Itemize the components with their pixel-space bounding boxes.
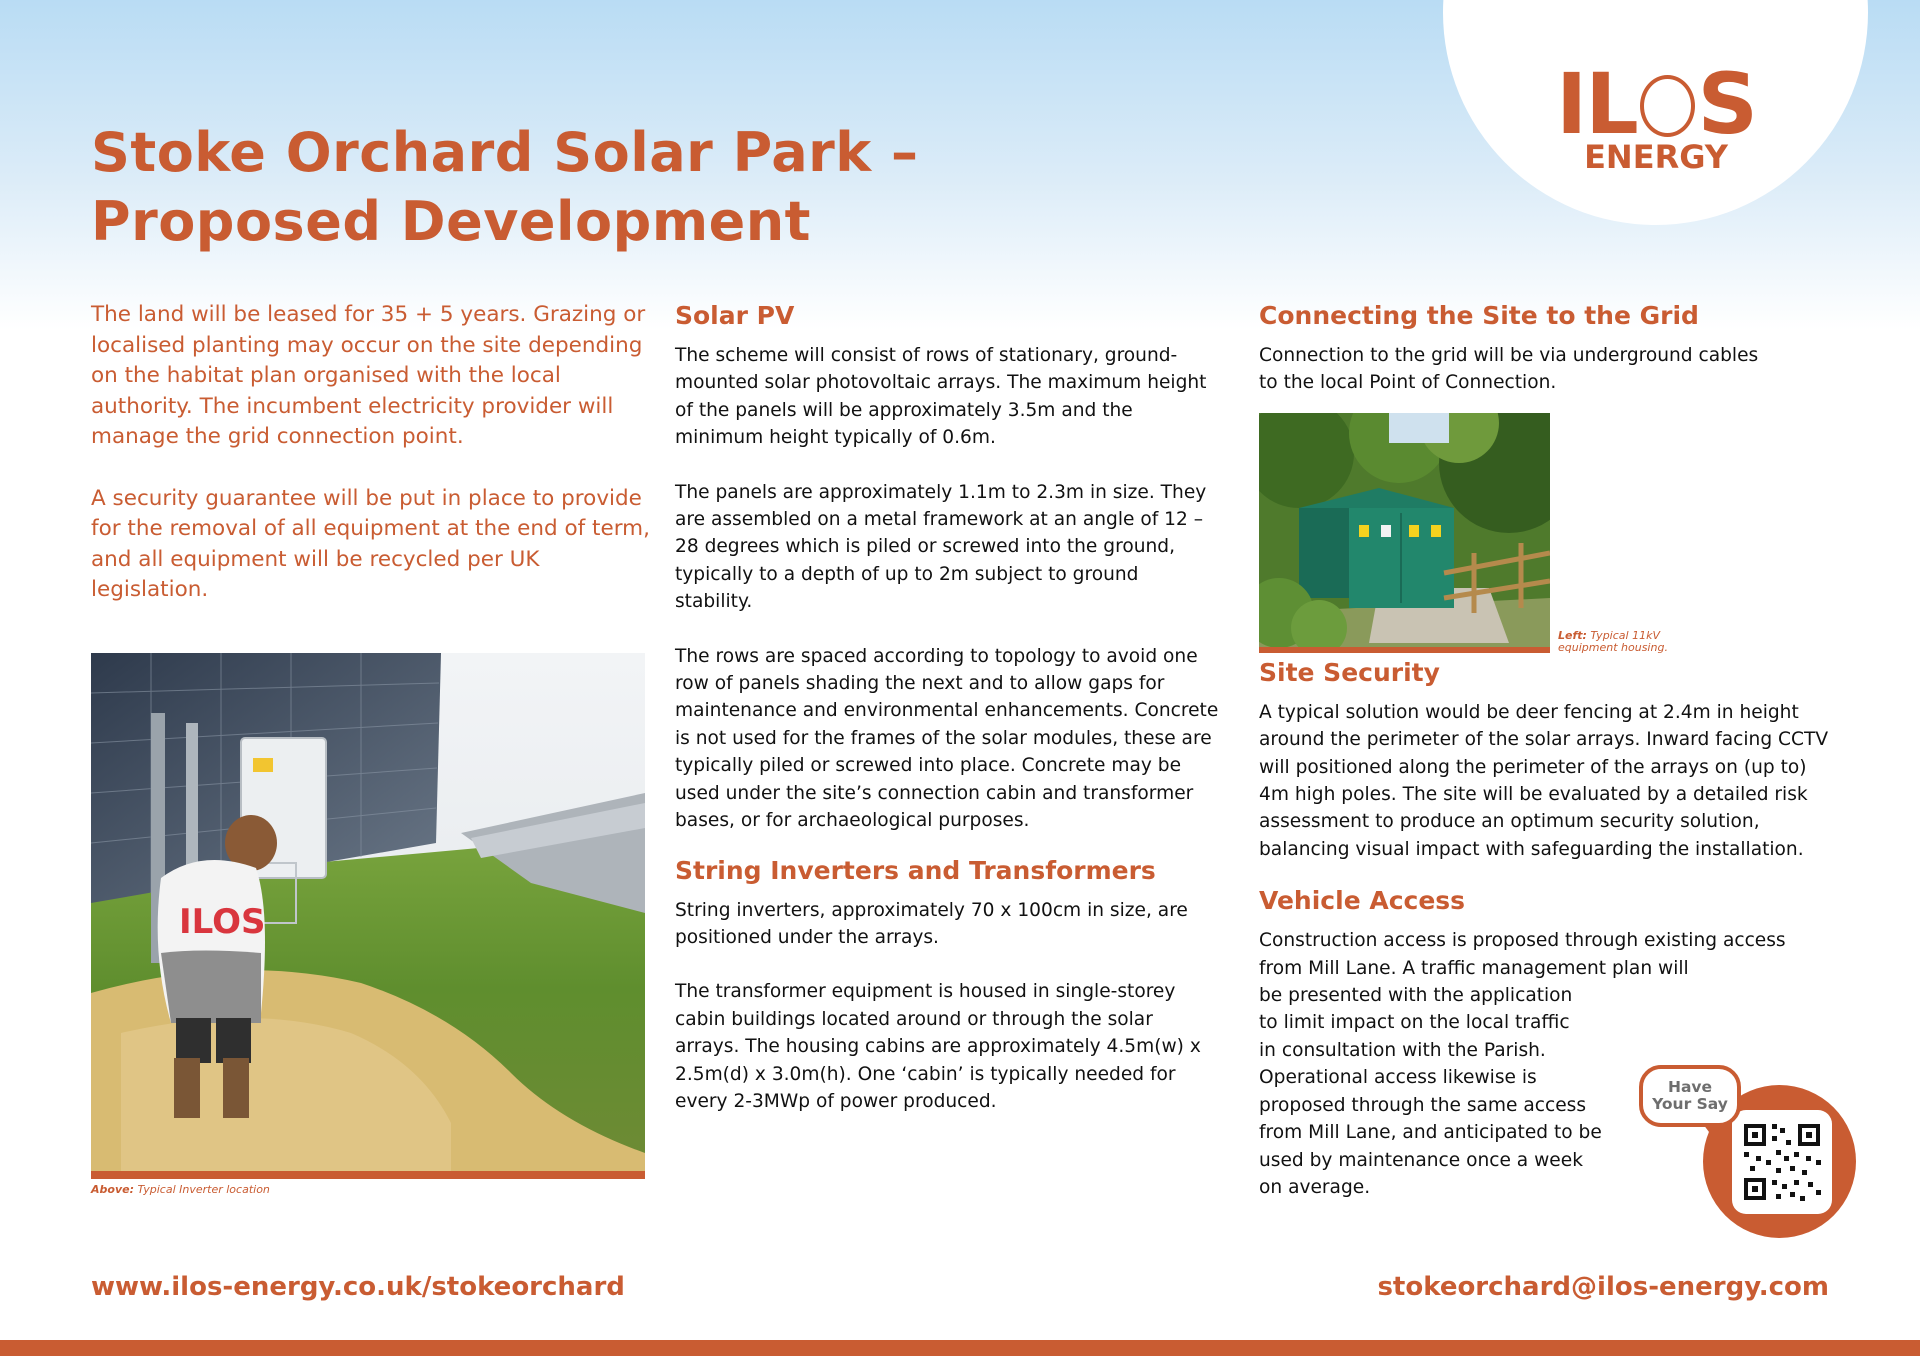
inverter-caption-text: Typical Inverter location xyxy=(137,1183,270,1196)
grid-paragraph: Connection to the grid will be via underground cables to the local Point of Connection. xyxy=(1259,345,1759,394)
vehicle-access-line: on average. xyxy=(1259,1176,1371,1198)
logo-subtitle: ENERGY xyxy=(1584,138,1728,176)
website-link[interactable]: www.ilos-energy.co.uk/stokeorchard xyxy=(91,1272,625,1302)
security-heading: Site Security xyxy=(1259,657,1440,687)
solar-pv-heading: Solar PV xyxy=(675,301,795,330)
qr-code[interactable] xyxy=(1732,1110,1832,1214)
solar-pv-paragraph-3: The rows are spaced according to topology to avoid one row of panels shading the next and to allow gaps for maintenance and environmental enhancements. Concrete is not used for the frames of the solar modules, these are typically piled or screwed into place. Concrete may be used under the site’s connection cabin and transformer bases, or for archaeological purposes. xyxy=(675,645,1219,832)
footer-bar xyxy=(0,1340,1920,1356)
email-link[interactable]: stokeorchard@ilos-energy.com xyxy=(1377,1272,1829,1302)
vehicle-access-line: proposed through the same access xyxy=(1259,1094,1587,1116)
have-your-say-bubble xyxy=(1639,1065,1741,1127)
intro-paragraph-security-guarantee: A security guarantee will be put in place to provide for the removal of all equipment at the end of term, and all equipment will be recycled per UK legislation. xyxy=(91,485,650,602)
cabin-caption-text: Typical 11kV equipment housing. xyxy=(1558,629,1668,654)
vehicle-access-line: Operational access likewise is xyxy=(1259,1067,1537,1089)
logo-letter-s: S xyxy=(1697,55,1756,153)
inverters-heading: String Inverters and Transformers xyxy=(675,855,1156,885)
vehicle-access-line: be presented with the application xyxy=(1259,985,1573,1007)
ilos-energy-logo xyxy=(1556,55,1756,182)
page-title xyxy=(91,118,991,256)
equipment-housing-photo xyxy=(1259,413,1550,653)
logo-letters: IL xyxy=(1556,55,1637,153)
vehicle-access-line: Construction access is proposed through existing access xyxy=(1259,930,1786,952)
inverter-photo xyxy=(91,653,645,1179)
inverters-paragraph-1: String inverters, approximately 70 x 100cm in size, are positioned under the arrays. xyxy=(675,899,1188,948)
vehicle-access-line: to limit impact on the local traffic xyxy=(1259,1012,1570,1034)
solar-pv-paragraph-1: The scheme will consist of rows of stationary, ground-mounted solar photovoltaic arrays. The maximum height of the panels will be approximately 3.5m and the minimum height typically of 0.6m. xyxy=(675,345,1207,449)
vehicle-access-heading: Vehicle Access xyxy=(1259,886,1466,916)
page-title-line-2: Proposed Development xyxy=(91,190,811,253)
grid-heading: Connecting the Site to the Grid xyxy=(1259,301,1699,330)
inverter-photo-caption xyxy=(91,1183,270,1196)
solar-pv-paragraph-2: The panels are approximately 1.1m to 2.3m in size. They are assembled on a metal framework at an angle of 12 – 28 degrees which is piled or screwed into the ground, typically to a depth of up to 2m subject to ground stability. xyxy=(675,481,1207,613)
security-paragraph: A typical solution would be deer fencing at 2.4m in height around the perimeter of the solar arrays. Inward facing CCTV will positioned along the perimeter of the arrays on (up to) 4m high poles. The site will be evaluated by a detailed risk assessment to produce an optimum security solution, balancing visual impact with safeguarding the installation. xyxy=(1259,701,1829,860)
middle-column xyxy=(675,298,1220,1142)
vehicle-access-line: in consultation with the Parish. xyxy=(1259,1039,1546,1061)
inverter-caption-label: Above: xyxy=(91,1183,134,1196)
vehicle-access-line: used by maintenance once a week xyxy=(1259,1149,1583,1171)
inverters-paragraph-2: The transformer equipment is housed in single-storey cabin buildings located around or through the solar arrays. The housing cabins are approximately 4.5m(w) x 2.5m(d) x 3.0m(h). One ‘cabin’ is typically needed for every 2-3MWp of power produced. xyxy=(675,981,1201,1112)
have-your-say-line-2: Your Say xyxy=(1652,1095,1728,1113)
logo-o-ring-icon xyxy=(1640,75,1695,137)
vehicle-access-line: from Mill Lane. A traffic management plan will xyxy=(1259,957,1689,979)
vehicle-access-line: from Mill Lane, and anticipated to be xyxy=(1259,1122,1602,1144)
cabin-caption-label: Left: xyxy=(1558,629,1587,642)
qr-code-icon xyxy=(1732,1110,1832,1214)
intro-column xyxy=(91,300,651,637)
shirt-logo-text: ILOS xyxy=(179,902,266,942)
page-title-line-1: Stoke Orchard Solar Park – xyxy=(91,121,919,184)
have-your-say-line-1: Have xyxy=(1667,1078,1713,1096)
equipment-housing-caption xyxy=(1558,630,1688,654)
intro-paragraph-lease: The land will be leased for 35 + 5 years. Grazing or localised planting may occur on the site depending on the habitat plan organised with the local authority. The incumbent electricity provider will manage the grid connection point. xyxy=(91,302,646,449)
